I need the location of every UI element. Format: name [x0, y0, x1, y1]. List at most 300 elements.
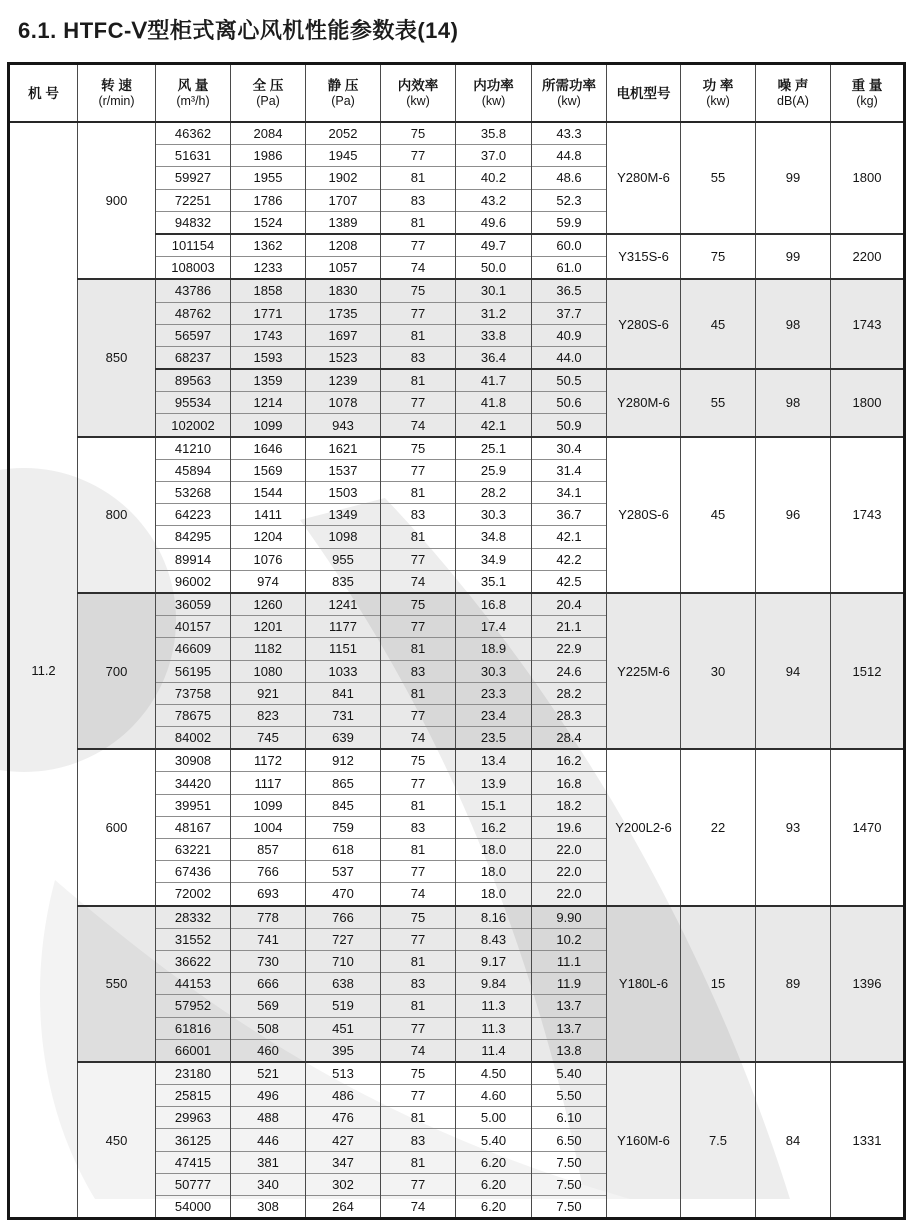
cell-total-pressure: 1117	[231, 772, 306, 794]
cell-air-volume: 43786	[156, 279, 231, 302]
cell-static-pressure: 1735	[306, 302, 381, 324]
cell-efficiency: 81	[381, 369, 456, 392]
column-header-motor-model	[607, 64, 681, 123]
motor-model-cell: Y200L2-6	[607, 749, 681, 905]
cell-internal-power: 50.0	[456, 257, 532, 280]
cell-total-pressure: 1214	[231, 392, 306, 414]
motor-model-cell: Y280S-6	[607, 279, 681, 369]
cell-internal-power: 5.00	[456, 1107, 532, 1129]
cell-required-power: 6.10	[532, 1107, 607, 1129]
motor-weight-cell: 1743	[831, 279, 905, 369]
cell-air-volume: 30908	[156, 749, 231, 772]
cell-required-power: 50.5	[532, 369, 607, 392]
cell-air-volume: 53268	[156, 482, 231, 504]
cell-static-pressure: 759	[306, 816, 381, 838]
cell-static-pressure: 427	[306, 1129, 381, 1151]
cell-static-pressure: 1697	[306, 324, 381, 346]
cell-internal-power: 13.4	[456, 749, 532, 772]
cell-air-volume: 102002	[156, 414, 231, 437]
cell-static-pressure: 1033	[306, 660, 381, 682]
cell-static-pressure: 451	[306, 1017, 381, 1039]
cell-required-power: 6.50	[532, 1129, 607, 1151]
cell-internal-power: 34.9	[456, 548, 532, 570]
cell-internal-power: 13.9	[456, 772, 532, 794]
cell-required-power: 13.7	[532, 995, 607, 1017]
cell-air-volume: 89914	[156, 548, 231, 570]
machine-no-cell: 11.2	[31, 662, 56, 678]
cell-internal-power: 41.7	[456, 369, 532, 392]
cell-air-volume: 56597	[156, 324, 231, 346]
cell-internal-power: 49.7	[456, 234, 532, 257]
cell-static-pressure: 1098	[306, 526, 381, 548]
cell-total-pressure: 1260	[231, 593, 306, 616]
cell-air-volume: 36125	[156, 1129, 231, 1151]
cell-static-pressure: 513	[306, 1062, 381, 1085]
cell-static-pressure: 727	[306, 928, 381, 950]
column-header-machine-no	[9, 64, 78, 123]
cell-static-pressure: 1241	[306, 593, 381, 616]
motor-model-cell: Y180L-6	[607, 906, 681, 1062]
cell-total-pressure: 340	[231, 1173, 306, 1195]
speed-cell: 600	[78, 749, 156, 905]
cell-efficiency: 75	[381, 279, 456, 302]
cell-efficiency: 81	[381, 482, 456, 504]
cell-required-power: 59.9	[532, 211, 607, 234]
cell-static-pressure: 1057	[306, 257, 381, 280]
speed-cell: 900	[78, 122, 156, 279]
cell-efficiency: 75	[381, 906, 456, 929]
cell-required-power: 36.7	[532, 504, 607, 526]
cell-static-pressure: 1523	[306, 346, 381, 369]
cell-static-pressure: 766	[306, 906, 381, 929]
header-label: 机 号	[28, 85, 59, 101]
cell-static-pressure: 865	[306, 772, 381, 794]
cell-total-pressure: 1080	[231, 660, 306, 682]
cell-required-power: 42.5	[532, 570, 607, 593]
cell-air-volume: 46362	[156, 122, 231, 145]
cell-internal-power: 28.2	[456, 482, 532, 504]
cell-efficiency: 81	[381, 167, 456, 189]
cell-static-pressure: 486	[306, 1085, 381, 1107]
header-unit: dB(A)	[777, 94, 809, 108]
cell-air-volume: 31552	[156, 928, 231, 950]
cell-efficiency: 83	[381, 346, 456, 369]
cell-internal-power: 6.20	[456, 1173, 532, 1195]
cell-internal-power: 18.0	[456, 839, 532, 861]
cell-air-volume: 64223	[156, 504, 231, 526]
column-header-required-power	[532, 64, 607, 123]
motor-noise-cell: 84	[756, 1062, 831, 1219]
cell-internal-power: 8.16	[456, 906, 532, 929]
cell-total-pressure: 741	[231, 928, 306, 950]
cell-air-volume: 96002	[156, 570, 231, 593]
cell-efficiency: 74	[381, 257, 456, 280]
speed-cell: 550	[78, 906, 156, 1062]
motor-weight-cell: 1396	[831, 906, 905, 1062]
cell-static-pressure: 731	[306, 704, 381, 726]
cell-total-pressure: 1411	[231, 504, 306, 526]
cell-internal-power: 36.4	[456, 346, 532, 369]
cell-efficiency: 74	[381, 883, 456, 906]
cell-internal-power: 42.1	[456, 414, 532, 437]
cell-internal-power: 18.0	[456, 883, 532, 906]
cell-air-volume: 63221	[156, 839, 231, 861]
motor-model-cell: Y160M-6	[607, 1062, 681, 1219]
cell-air-volume: 54000	[156, 1196, 231, 1219]
header-unit: (Pa)	[256, 94, 280, 108]
cell-total-pressure: 1569	[231, 459, 306, 481]
cell-air-volume: 50777	[156, 1173, 231, 1195]
cell-efficiency: 75	[381, 437, 456, 460]
cell-required-power: 20.4	[532, 593, 607, 616]
cell-air-volume: 40157	[156, 616, 231, 638]
cell-internal-power: 30.3	[456, 660, 532, 682]
cell-air-volume: 78675	[156, 704, 231, 726]
cell-total-pressure: 745	[231, 727, 306, 750]
cell-internal-power: 4.50	[456, 1062, 532, 1085]
motor-noise-cell: 98	[756, 369, 831, 437]
cell-required-power: 50.6	[532, 392, 607, 414]
table-row	[9, 279, 905, 302]
table-row	[9, 593, 905, 616]
motor-power-cell: 55	[681, 122, 756, 234]
header-unit: (kw)	[406, 94, 430, 108]
header-label: 静 压	[327, 78, 359, 93]
cell-internal-power: 5.40	[456, 1129, 532, 1151]
cell-required-power: 19.6	[532, 816, 607, 838]
cell-internal-power: 8.43	[456, 928, 532, 950]
cell-total-pressure: 308	[231, 1196, 306, 1219]
cell-required-power: 34.1	[532, 482, 607, 504]
cell-efficiency: 74	[381, 727, 456, 750]
cell-efficiency: 77	[381, 1017, 456, 1039]
cell-required-power: 11.9	[532, 973, 607, 995]
cell-required-power: 36.5	[532, 279, 607, 302]
cell-internal-power: 30.1	[456, 279, 532, 302]
motor-noise-cell: 94	[756, 593, 831, 749]
column-header-air-volume	[156, 64, 231, 123]
cell-required-power: 16.8	[532, 772, 607, 794]
cell-efficiency: 77	[381, 145, 456, 167]
motor-weight-cell: 1331	[831, 1062, 905, 1219]
motor-weight-cell: 1470	[831, 749, 905, 905]
header-unit: (Pa)	[331, 94, 355, 108]
cell-efficiency: 81	[381, 211, 456, 234]
cell-efficiency: 83	[381, 1129, 456, 1151]
table-row	[9, 1062, 905, 1085]
cell-static-pressure: 1621	[306, 437, 381, 460]
motor-model-cell: Y225M-6	[607, 593, 681, 749]
header-label: 所需功率	[542, 78, 596, 93]
cell-efficiency: 75	[381, 122, 456, 145]
cell-internal-power: 9.17	[456, 950, 532, 972]
cell-efficiency: 77	[381, 392, 456, 414]
cell-air-volume: 94832	[156, 211, 231, 234]
cell-air-volume: 84295	[156, 526, 231, 548]
cell-efficiency: 81	[381, 526, 456, 548]
cell-efficiency: 77	[381, 772, 456, 794]
cell-air-volume: 56195	[156, 660, 231, 682]
cell-efficiency: 77	[381, 459, 456, 481]
cell-static-pressure: 2052	[306, 122, 381, 145]
cell-total-pressure: 730	[231, 950, 306, 972]
motor-power-cell: 22	[681, 749, 756, 905]
cell-efficiency: 83	[381, 189, 456, 211]
motor-weight-cell: 1800	[831, 122, 905, 234]
cell-internal-power: 18.9	[456, 638, 532, 660]
cell-total-pressure: 823	[231, 704, 306, 726]
cell-total-pressure: 446	[231, 1129, 306, 1151]
cell-total-pressure: 1646	[231, 437, 306, 460]
cell-air-volume: 101154	[156, 234, 231, 257]
cell-required-power: 44.8	[532, 145, 607, 167]
cell-air-volume: 108003	[156, 257, 231, 280]
cell-air-volume: 34420	[156, 772, 231, 794]
cell-internal-power: 11.4	[456, 1039, 532, 1062]
cell-total-pressure: 496	[231, 1085, 306, 1107]
cell-air-volume: 95534	[156, 392, 231, 414]
cell-static-pressure: 1389	[306, 211, 381, 234]
cell-required-power: 7.50	[532, 1151, 607, 1173]
cell-efficiency: 77	[381, 928, 456, 950]
header-label: 电机型号	[616, 85, 671, 101]
header-unit: (kw)	[706, 94, 730, 108]
cell-total-pressure: 1593	[231, 346, 306, 369]
cell-required-power: 43.3	[532, 122, 607, 145]
cell-required-power: 44.0	[532, 346, 607, 369]
cell-air-volume: 36059	[156, 593, 231, 616]
motor-model-cell: Y280M-6	[607, 122, 681, 234]
cell-efficiency: 83	[381, 816, 456, 838]
table-row	[9, 437, 905, 460]
cell-static-pressure: 1830	[306, 279, 381, 302]
header-label: 内功率	[473, 78, 514, 93]
motor-model-cell: Y315S-6	[607, 234, 681, 279]
cell-static-pressure: 264	[306, 1196, 381, 1219]
cell-static-pressure: 845	[306, 794, 381, 816]
cell-air-volume: 61816	[156, 1017, 231, 1039]
column-header-speed	[78, 64, 156, 123]
cell-static-pressure: 618	[306, 839, 381, 861]
cell-air-volume: 89563	[156, 369, 231, 392]
cell-efficiency: 74	[381, 414, 456, 437]
cell-efficiency: 75	[381, 593, 456, 616]
cell-efficiency: 81	[381, 638, 456, 660]
motor-power-cell: 30	[681, 593, 756, 749]
cell-air-volume: 72251	[156, 189, 231, 211]
cell-required-power: 22.9	[532, 638, 607, 660]
column-header-weight	[831, 64, 905, 123]
motor-power-cell: 55	[681, 369, 756, 437]
cell-static-pressure: 1239	[306, 369, 381, 392]
cell-required-power: 50.9	[532, 414, 607, 437]
header-unit: (kw)	[557, 94, 581, 108]
cell-static-pressure: 835	[306, 570, 381, 593]
cell-air-volume: 57952	[156, 995, 231, 1017]
table-row	[9, 122, 905, 145]
cell-efficiency: 83	[381, 504, 456, 526]
motor-model-cell: Y280S-6	[607, 437, 681, 593]
motor-weight-cell: 2200	[831, 234, 905, 279]
cell-internal-power: 16.8	[456, 593, 532, 616]
cell-air-volume: 48762	[156, 302, 231, 324]
cell-internal-power: 23.5	[456, 727, 532, 750]
column-header-power	[681, 64, 756, 123]
cell-air-volume: 28332	[156, 906, 231, 929]
cell-total-pressure: 2084	[231, 122, 306, 145]
motor-power-cell: 75	[681, 234, 756, 279]
cell-air-volume: 59927	[156, 167, 231, 189]
cell-total-pressure: 974	[231, 570, 306, 593]
cell-total-pressure: 1743	[231, 324, 306, 346]
cell-static-pressure: 638	[306, 973, 381, 995]
cell-efficiency: 77	[381, 616, 456, 638]
cell-efficiency: 77	[381, 1173, 456, 1195]
cell-required-power: 42.1	[532, 526, 607, 548]
cell-static-pressure: 1537	[306, 459, 381, 481]
cell-required-power: 28.3	[532, 704, 607, 726]
motor-weight-cell: 1512	[831, 593, 905, 749]
cell-internal-power: 11.3	[456, 995, 532, 1017]
motor-power-cell: 45	[681, 437, 756, 593]
cell-air-volume: 44153	[156, 973, 231, 995]
cell-static-pressure: 519	[306, 995, 381, 1017]
cell-air-volume: 68237	[156, 346, 231, 369]
cell-static-pressure: 347	[306, 1151, 381, 1173]
cell-total-pressure: 1076	[231, 548, 306, 570]
cell-internal-power: 35.8	[456, 122, 532, 145]
cell-internal-power: 41.8	[456, 392, 532, 414]
motor-weight-cell: 1800	[831, 369, 905, 437]
cell-static-pressure: 1151	[306, 638, 381, 660]
cell-efficiency: 77	[381, 302, 456, 324]
cell-internal-power: 49.6	[456, 211, 532, 234]
cell-static-pressure: 1902	[306, 167, 381, 189]
cell-internal-power: 6.20	[456, 1151, 532, 1173]
cell-internal-power: 25.1	[456, 437, 532, 460]
cell-internal-power: 15.1	[456, 794, 532, 816]
cell-static-pressure: 1707	[306, 189, 381, 211]
cell-efficiency: 83	[381, 660, 456, 682]
cell-air-volume: 73758	[156, 682, 231, 704]
cell-static-pressure: 537	[306, 861, 381, 883]
cell-required-power: 13.8	[532, 1039, 607, 1062]
speed-cell: 850	[78, 279, 156, 436]
cell-required-power: 5.50	[532, 1085, 607, 1107]
cell-required-power: 42.2	[532, 548, 607, 570]
cell-efficiency: 74	[381, 570, 456, 593]
motor-noise-cell: 99	[756, 234, 831, 279]
cell-efficiency: 74	[381, 1039, 456, 1062]
cell-total-pressure: 1362	[231, 234, 306, 257]
cell-total-pressure: 1172	[231, 749, 306, 772]
speed-cell: 800	[78, 437, 156, 593]
cell-efficiency: 77	[381, 704, 456, 726]
cell-air-volume: 39951	[156, 794, 231, 816]
motor-noise-cell: 89	[756, 906, 831, 1062]
performance-table	[7, 62, 906, 1220]
cell-required-power: 28.2	[532, 682, 607, 704]
cell-total-pressure: 857	[231, 839, 306, 861]
cell-static-pressure: 1349	[306, 504, 381, 526]
cell-total-pressure: 1524	[231, 211, 306, 234]
column-header-internal-power	[456, 64, 532, 123]
cell-required-power: 22.0	[532, 861, 607, 883]
page-title: 6.1. HTFC-Ⅴ型柜式离心风机性能参数表(14)	[18, 18, 459, 43]
cell-total-pressure: 766	[231, 861, 306, 883]
motor-power-cell: 7.5	[681, 1062, 756, 1219]
cell-efficiency: 81	[381, 1107, 456, 1129]
cell-total-pressure: 778	[231, 906, 306, 929]
cell-internal-power: 23.4	[456, 704, 532, 726]
cell-total-pressure: 1858	[231, 279, 306, 302]
header-label: 重 量	[851, 78, 883, 93]
header-label: 转 速	[101, 78, 132, 93]
cell-required-power: 7.50	[532, 1173, 607, 1195]
cell-internal-power: 16.2	[456, 816, 532, 838]
table-row	[9, 749, 905, 772]
cell-total-pressure: 1099	[231, 414, 306, 437]
cell-total-pressure: 1544	[231, 482, 306, 504]
cell-static-pressure: 943	[306, 414, 381, 437]
cell-required-power: 21.1	[532, 616, 607, 638]
cell-required-power: 61.0	[532, 257, 607, 280]
cell-internal-power: 34.8	[456, 526, 532, 548]
cell-internal-power: 6.20	[456, 1196, 532, 1219]
cell-required-power: 52.3	[532, 189, 607, 211]
cell-air-volume: 29963	[156, 1107, 231, 1129]
cell-air-volume: 48167	[156, 816, 231, 838]
cell-static-pressure: 955	[306, 548, 381, 570]
cell-air-volume: 51631	[156, 145, 231, 167]
cell-air-volume: 41210	[156, 437, 231, 460]
cell-internal-power: 33.8	[456, 324, 532, 346]
cell-total-pressure: 569	[231, 995, 306, 1017]
cell-required-power: 11.1	[532, 950, 607, 972]
cell-internal-power: 43.2	[456, 189, 532, 211]
cell-total-pressure: 1233	[231, 257, 306, 280]
motor-noise-cell: 98	[756, 279, 831, 369]
cell-internal-power: 30.3	[456, 504, 532, 526]
cell-efficiency: 75	[381, 1062, 456, 1085]
motor-weight-cell: 1743	[831, 437, 905, 593]
cell-total-pressure: 1182	[231, 638, 306, 660]
cell-air-volume: 72002	[156, 883, 231, 906]
cell-required-power: 40.9	[532, 324, 607, 346]
header-unit: (m³/h)	[176, 94, 210, 108]
cell-required-power: 24.6	[532, 660, 607, 682]
cell-total-pressure: 1204	[231, 526, 306, 548]
cell-required-power: 16.2	[532, 749, 607, 772]
cell-total-pressure: 508	[231, 1017, 306, 1039]
header-unit: (r/min)	[98, 94, 135, 108]
cell-static-pressure: 1078	[306, 392, 381, 414]
header-unit: (kw)	[481, 94, 506, 108]
cell-air-volume: 23180	[156, 1062, 231, 1085]
cell-total-pressure: 666	[231, 973, 306, 995]
cell-total-pressure: 1201	[231, 616, 306, 638]
cell-internal-power: 9.84	[456, 973, 532, 995]
header-label: 风 量	[177, 78, 209, 93]
cell-internal-power: 4.60	[456, 1085, 532, 1107]
cell-efficiency: 77	[381, 548, 456, 570]
column-header-efficiency	[381, 64, 456, 123]
cell-static-pressure: 476	[306, 1107, 381, 1129]
motor-noise-cell: 96	[756, 437, 831, 593]
cell-required-power: 48.6	[532, 167, 607, 189]
cell-required-power: 18.2	[532, 794, 607, 816]
cell-required-power: 13.7	[532, 1017, 607, 1039]
